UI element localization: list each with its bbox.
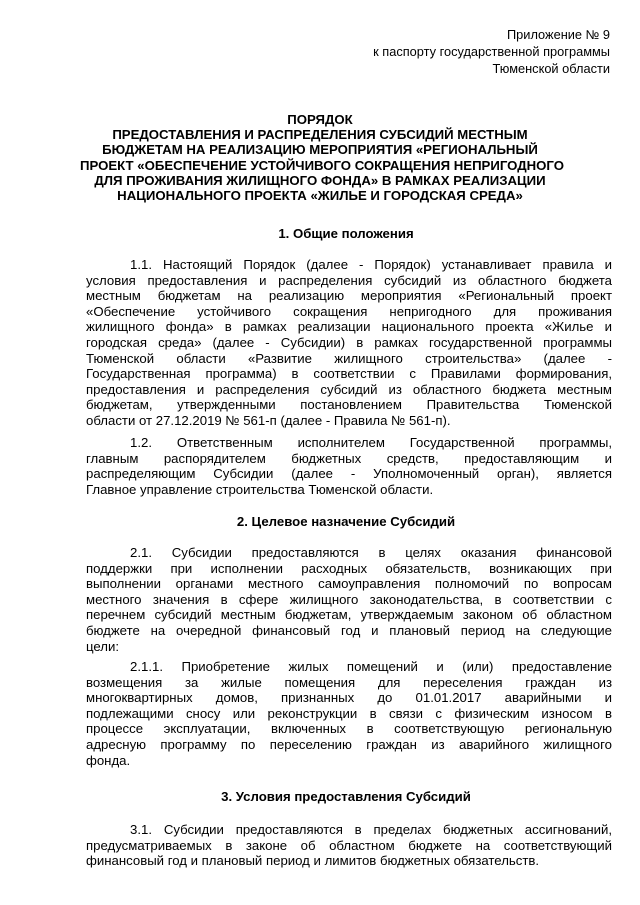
annex-line: Тюменской области: [492, 61, 610, 76]
text-line: перечнем субсидий местным бюджетам, утверждаемым законом об областном: [86, 607, 612, 623]
title-line: ПРОЕКТ «ОБЕСПЕЧЕНИЕ УСТОЙЧИВОГО СОКРАЩЕНИЯ НЕПРИГОДНОГО: [80, 157, 564, 173]
text-line: 1.1. Настоящий Порядок (далее - Порядок) устанавливает правила и: [130, 257, 612, 272]
text-line: предоставления и распределения субсидий из областного бюджета местным: [86, 381, 612, 397]
document-title: [80, 112, 564, 204]
paragraph-2-1: [86, 545, 612, 654]
title-line: БЮДЖЕТАМ НА РЕАЛИЗАЦИЮ МЕРОПРИЯТИЯ «РЕГИОНАЛЬНЫЙ: [102, 142, 538, 158]
text-line: 3.1. Субсидии предоставляются в пределах бюджетных ассигнований,: [130, 822, 612, 837]
text-line: цели:: [86, 638, 120, 654]
text-line: поддержки при исполнении расходных обязательств, возникающих при: [86, 560, 612, 576]
text-line: Главное управление строительства Тюменской области.: [86, 481, 434, 497]
text-line: главным распорядителем бюджетных средств, предоставляющим и: [86, 450, 612, 466]
text-line: условия предоставления и распределения субсидий из областного бюджета: [86, 272, 612, 288]
title-line: ПРЕДОСТАВЛЕНИЯ И РАСПРЕДЕЛЕНИЯ СУБСИДИЙ МЕСТНЫМ: [112, 127, 528, 143]
section-heading: 1. Общие положения: [278, 226, 414, 241]
text-line: 2.1.1. Приобретение жилых помещений и (или) предоставление: [130, 659, 612, 674]
text-line: адресную программу по переселению граждан из аварийного жилищного: [86, 736, 612, 752]
text-line: распределяющим Субсидии (далее - Уполномоченный орган), является: [86, 466, 612, 482]
text-line: подлежащими сносу или реконструкции в связи с физическим износом в: [86, 705, 612, 721]
text-line: местным бюджетам на реализацию мероприятия «Региональный проект: [86, 288, 612, 304]
paragraph-3-1: [86, 822, 612, 869]
text-line: жилищного фонда» в рамках реализации национального проекта «Жилье и: [86, 319, 612, 335]
text-line: фонда.: [86, 752, 131, 768]
text-line: бюджете на очередной финансовый год и плановый период на следующие: [86, 622, 612, 638]
text-line: бюджетам, утвержденными постановлением Правительства Тюменской: [86, 397, 612, 413]
paragraph-1-2: [86, 435, 612, 497]
paragraph-2-1-1: [86, 659, 612, 768]
text-line: финансовый год и плановый период и лимитов бюджетных обязательств.: [86, 853, 540, 869]
title-line: ПОРЯДОК: [287, 112, 353, 127]
annex-line: к паспорту государственной программы: [373, 44, 610, 59]
text-line: области от 27.12.2019 № 561-п (далее - Правила № 561-п).: [86, 412, 451, 428]
text-line: городская среда» (далее - Субсидии) в рамках государственной программы: [86, 334, 612, 350]
text-line: многоквартирных домов, признанных до 01.01.2017 аварийными и: [86, 690, 612, 706]
annex-line: Приложение № 9: [506, 27, 610, 42]
text-line: возмещения за жилые помещения для переселения граждан из: [86, 674, 612, 690]
text-line: 1.2. Ответственным исполнителем Государственной программы,: [130, 435, 612, 450]
text-line: местного значения в сфере жилищного законодательства, в соответствии с: [86, 591, 612, 607]
text-line: Тюменской области «Развитие жилищного строительства» (далее -: [86, 350, 612, 366]
section-heading: 2. Целевое назначение Субсидий: [236, 514, 456, 529]
section-heading: 3. Условия предоставления Субсидий: [221, 789, 471, 804]
text-line: предусматриваемых в законе об областном бюджете на соответствующий: [86, 837, 612, 853]
title-line: ДЛЯ ПРОЖИВАНИЯ ЖИЛИЩНОГО ФОНДА» В РАМКАХ РЕАЛИЗАЦИИ: [94, 172, 546, 188]
text-line: выполнении органами местного самоуправления полномочий по вопросам: [86, 576, 612, 592]
text-line: 2.1. Субсидии предоставляются в целях оказания финансовой: [130, 545, 612, 560]
text-line: Государственная программа) в соответствии с Правилами формирования,: [86, 366, 612, 382]
title-line: НАЦИОНАЛЬНОГО ПРОЕКТА «ЖИЛЬЕ И ГОРОДСКАЯ СРЕДА»: [117, 188, 523, 204]
annex-note: [373, 26, 610, 77]
text-line: процессе эксплуатации, включенных в соответствующую региональную: [86, 721, 612, 737]
text-line: «Обеспечение устойчивого сокращения непригодного для проживания: [86, 303, 612, 319]
paragraph-1-1: [86, 257, 612, 429]
